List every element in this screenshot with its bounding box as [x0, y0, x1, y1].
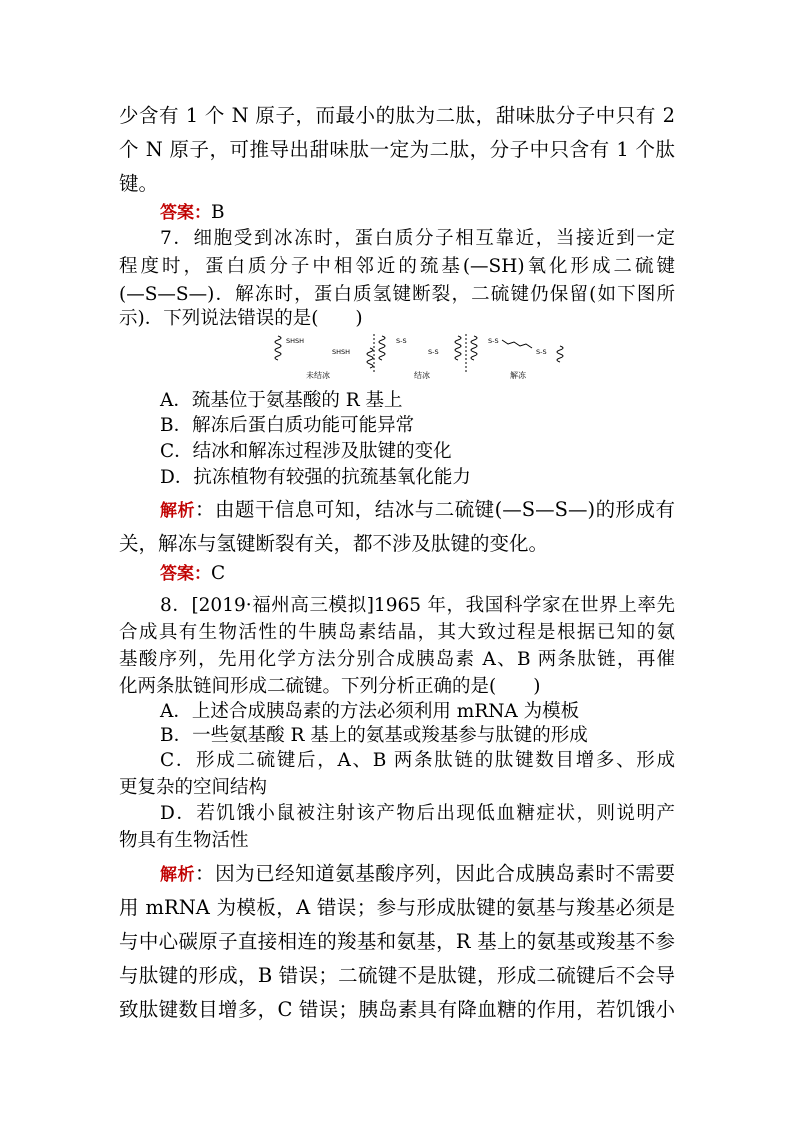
q7-answer: [160, 561, 675, 587]
q7-stem-line-1: 7．细胞受到冰冻时，蛋白质分子相互靠近，当接近到一定: [160, 228, 675, 249]
q8-option-d-line-1: D．若饥饿小鼠被注射该产物后出现低血糖症状，则说明产: [160, 803, 675, 824]
analysis-label: 解析: [160, 865, 196, 885]
sh-label: SHSH: [332, 348, 351, 356]
caption-thawed: 解冻: [510, 371, 526, 380]
q8-analysis-line-1: 解析：因为已经知道氨基酸序列，因此合成胰岛素时不需要: [160, 862, 675, 885]
answer-label: 答案：: [160, 203, 211, 223]
q7-option-a: A．巯基位于氨基酸的 R 基上: [160, 390, 403, 411]
q7-stem-line-3: (—S—S—)．解冻时，蛋白质氢键断裂，二硫键仍保留(如下图所: [119, 284, 675, 305]
q7-option-c: C．结冰和解冻过程涉及肽键的变化: [160, 441, 452, 462]
answer-value: C: [211, 563, 226, 584]
q7-analysis-line-2: 关，解冻与氢键断裂有关，都不涉及肽键的变化。: [119, 532, 549, 555]
q7-analysis-line-1: 解析：由题干信息可知，结冰与二硫键(—S—S—)的形成有: [160, 498, 676, 521]
prev-analysis-line-1: 少含有 1 个 N 原子，而最小的肽为二肽，甜味肽分子中只有 2: [119, 104, 675, 127]
unfolded-chain: [502, 340, 532, 348]
q7-stem-line-2: 程度时，蛋白质分子中相邻近的巯基(—SH)氧化形成二硫键: [119, 256, 675, 277]
q8-stem-line-2: 合成具有生物活性的牛胰岛素结晶，其大致过程是根据已知的氨: [119, 622, 675, 643]
q8-option-c-line-1: C．形成二硫键后，A、B 两条肽链的肽键数目增多、形成: [160, 750, 675, 771]
prev-analysis-line-2: 个 N 原子，可推导出甜味肽一定为二肽，分子中只含有 1 个肽: [119, 138, 675, 161]
q8-analysis-line-5: 致肽键数目增多，C 错误；胰岛素具有降血糖的作用，若饥饿小: [119, 998, 675, 1021]
q8-analysis-line-2: 用 mRNA 为模板，A 错误；参与形成肽键的氨基与羧基必须是: [119, 896, 675, 919]
q8-option-d-line-2: 物具有生物活性: [119, 830, 249, 851]
q7-option-d: D．抗冻植物有较强的抗巯基氧化能力: [160, 467, 471, 488]
q7-option-b: B．解冻后蛋白质功能可能异常: [160, 415, 415, 436]
ss-label: S-S: [488, 337, 499, 345]
q8-option-c-line-2: 更复杂的空间结构: [119, 777, 268, 798]
q8-option-b: B．一些氨基酸 R 基上的氨基或羧基参与肽键的形成: [160, 725, 588, 746]
q8-stem-line-1: 8．[2019·福州高三模拟]1965 年，我国科学家在世界上率先: [160, 595, 675, 616]
ss-label: S-S: [536, 348, 547, 356]
protein-chain-left: [275, 336, 281, 360]
prev-analysis-line-3: 键。: [119, 172, 159, 195]
q8-option-a: A．上述合成胰岛素的方法必须利用 mRNA 为模板: [160, 701, 580, 722]
ss-label: S-S: [428, 348, 439, 356]
caption-frozen: 结冰: [414, 371, 430, 380]
answer-label: 答案：: [160, 564, 211, 584]
protein-chain-right: [557, 346, 563, 362]
answer-value: B: [211, 202, 225, 223]
prev-answer: [160, 200, 675, 226]
protein-chain-left: [471, 336, 477, 360]
disulfide-figure: [270, 332, 570, 382]
protein-chain-right: [455, 336, 461, 360]
q8-stem-line-3: 基酸序列，先用化学方法分别合成胰岛素 A、B 两条肽链，再催: [119, 649, 675, 670]
q8-analysis-line-4: 与肽键的形成，B 错误；二硫键不是肽键，形成二硫键后不会导: [119, 964, 675, 987]
caption-unfrozen: 未结冰: [306, 371, 330, 380]
q8-analysis-line-3: 与中心碳原子直接相连的羧基和氨基，R 基上的氨基或羧基不参: [119, 930, 675, 953]
analysis-label: 解析: [160, 501, 195, 521]
q8-stem-line-4: 化两条肽链间形成二硫键。下列分析正确的是( ): [119, 676, 541, 697]
q7-stem-line-4: 示)．下列说法错误的是( ): [119, 308, 363, 329]
protein-chain-left: [379, 336, 385, 360]
ss-label: S-S: [396, 337, 407, 345]
protein-chain-right: [367, 348, 373, 368]
sh-label: SHSH: [286, 337, 305, 345]
